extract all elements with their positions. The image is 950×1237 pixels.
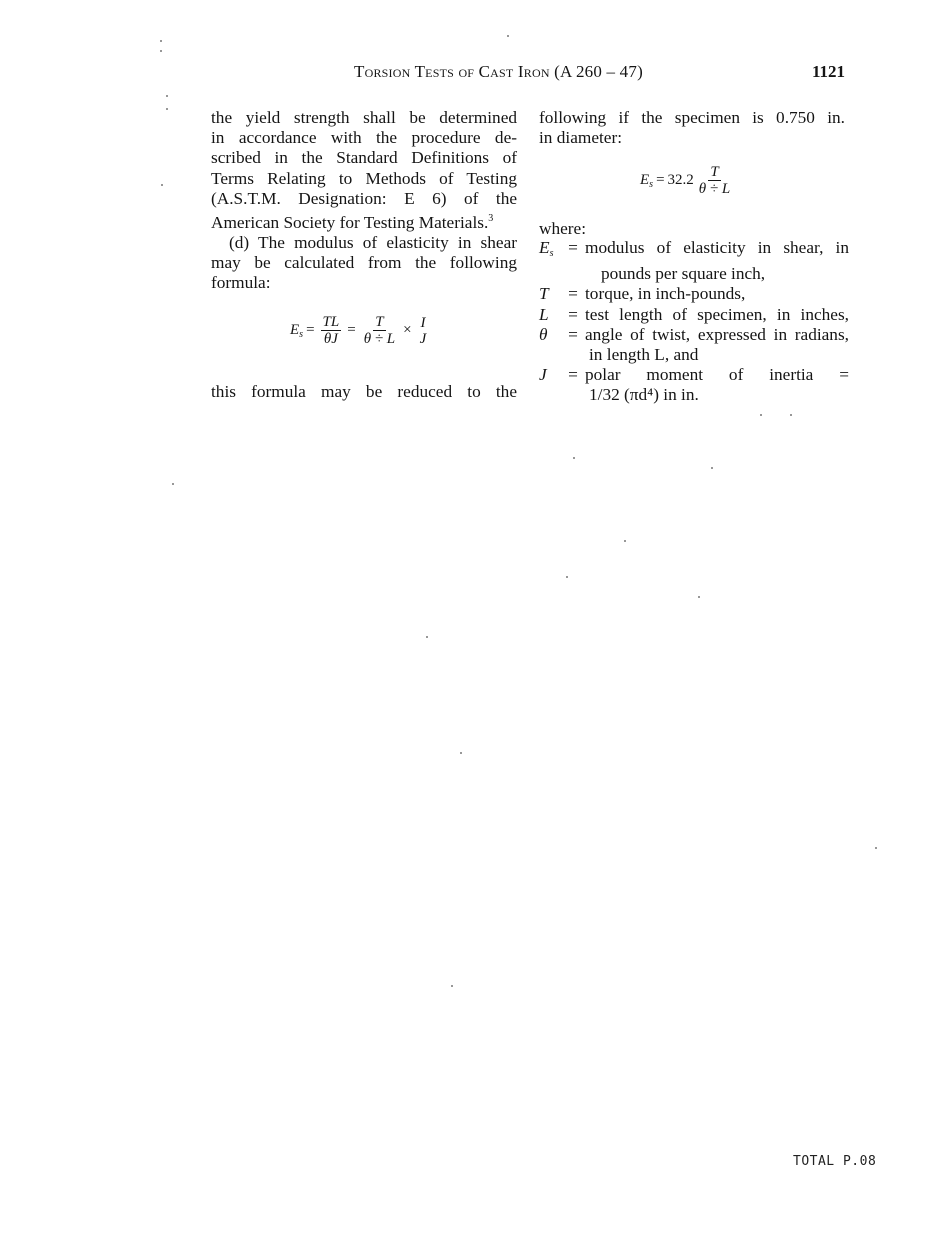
body-line: formula: (211, 273, 271, 293)
definition-es (539, 238, 849, 264)
definition-t (539, 284, 849, 304)
definition-continuation: pounds per square inch, (601, 264, 766, 284)
footnote-mark: 3 (488, 213, 494, 225)
definition-continuation: in length L, and (589, 345, 699, 365)
scan-speck (790, 414, 792, 416)
body-line: in diameter: (539, 128, 623, 148)
scan-speck (624, 540, 626, 542)
definition-text: polar moment of inertia = (585, 365, 849, 385)
formula-lhs: $E_s$ (290, 321, 304, 340)
right-column (539, 108, 845, 148)
reduced-formula (640, 164, 735, 197)
definition-equals: = (568, 324, 578, 344)
definition-equals: = (568, 304, 578, 324)
definition-text: modulus of elasticity in shear, in (585, 238, 849, 257)
scan-speck (698, 596, 700, 598)
body-line: following if the specimen is 0.750 in. (539, 108, 845, 127)
formula-equals: = (306, 322, 315, 338)
running-header (354, 62, 643, 82)
body-line: scribed in the Standard Definitions of (211, 148, 517, 168)
where-label: where: (539, 219, 587, 238)
scan-speck (161, 184, 163, 186)
scan-speck (166, 108, 168, 110)
scan-speck (711, 467, 713, 469)
header-title-designation: (A 260 – 47) (549, 62, 643, 81)
scan-speck (426, 636, 428, 638)
left-column (211, 108, 517, 294)
body-line: (d) The modulus of elasticity in shear (229, 232, 517, 252)
definition-equals: = (568, 284, 578, 304)
fraction-t-over-theta-l: $\frac{T}{\theta \div L}$ (698, 164, 731, 197)
fraction-t-over-theta-l: $\frac{T}{\theta \div L}$ (363, 314, 396, 347)
page-number: 1121 (812, 62, 846, 81)
definition-text: test length of specimen, in inches, (585, 304, 849, 324)
formula-equals: = (347, 322, 356, 338)
definition-equals: = (568, 238, 578, 257)
definition-continuation: 1/32 (πd⁴) in in. (589, 385, 699, 405)
formula-equals: = (656, 172, 665, 188)
definition-text: angle of twist, expressed in radians, (585, 324, 849, 344)
scan-speck (760, 414, 762, 416)
body-line: the yield strength shall be determined (211, 108, 517, 127)
scan-speck (507, 35, 509, 37)
formula-lhs: $E_s$ (640, 171, 654, 190)
body-line: this formula may be reduced to the (211, 382, 517, 401)
definition-symbol: $E_s$ (539, 238, 554, 259)
scan-speck (573, 457, 575, 459)
definition-theta (539, 325, 849, 345)
formula-times: × (403, 322, 412, 338)
body-line-last (211, 209, 517, 233)
scan-speck (566, 576, 568, 578)
scan-speck (160, 50, 162, 52)
scan-speck (460, 752, 462, 754)
definition-equals: = (568, 365, 578, 385)
scan-speck (875, 847, 877, 849)
modulus-formula (290, 314, 431, 347)
definition-symbol: L (539, 304, 549, 324)
definition-symbol: J (539, 365, 547, 385)
fax-footer: TOTAL P.08 (793, 1154, 877, 1169)
scan-speck (172, 483, 174, 485)
scan-speck (160, 40, 162, 42)
definition-symbol: T (539, 284, 549, 304)
scan-speck (451, 985, 453, 987)
body-line: in accordance with the procedure de- (211, 128, 517, 148)
definition-j (539, 365, 849, 385)
formula-coefficient: 32.2 (667, 172, 694, 188)
fraction-i-over-j: I J (419, 314, 427, 347)
definition-symbol: θ (539, 324, 548, 344)
symbol-definitions (539, 238, 849, 406)
fraction-tl-over-thetaj: $\frac{TL}{\theta J}$ (322, 314, 340, 347)
body-line-text: American Society for Testing Materials. (211, 212, 489, 232)
body-line: may be calculated from the following (211, 253, 517, 273)
definition-l (539, 305, 849, 325)
header-title-smallcaps: Torsion Tests of Cast Iron (354, 62, 550, 81)
body-line: (A.S.T.M. Designation: E 6) of the (211, 188, 517, 208)
definition-text: torque, in inch-pounds, (585, 284, 746, 304)
body-line: Terms Relating to Methods of Testing (211, 168, 517, 188)
scan-speck (166, 95, 168, 97)
